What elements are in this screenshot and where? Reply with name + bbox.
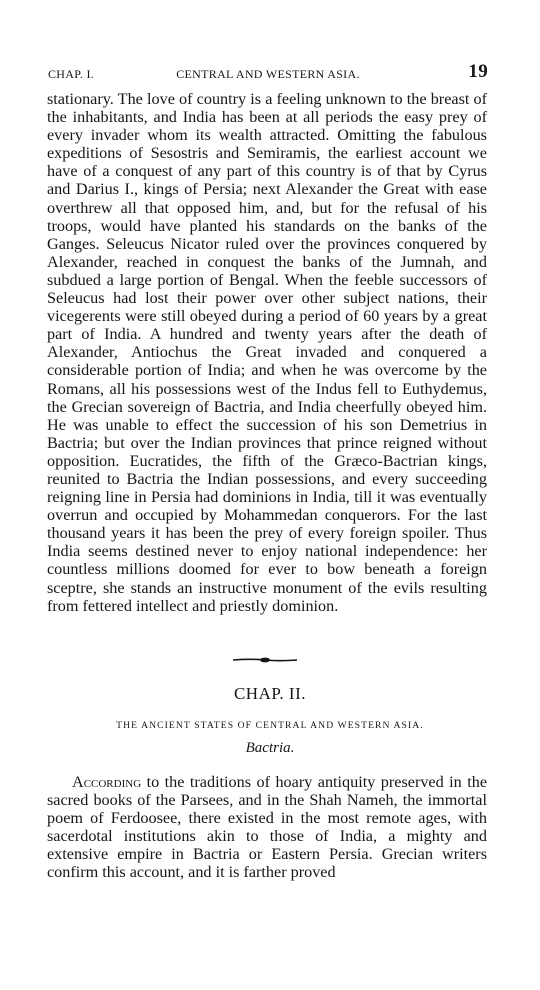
body-text-bactria xyxy=(47,773,487,882)
running-head-chapter: CHAP. I. xyxy=(48,67,95,81)
chapter-subtitle: THE ANCIENT STATES OF CENTRAL AND WESTERN ASIA. xyxy=(116,720,424,731)
lead-in-word: According xyxy=(72,773,142,791)
running-head-title: CENTRAL AND WESTERN ASIA. xyxy=(176,67,360,81)
chapter-heading: CHAP. II. xyxy=(233,684,307,703)
running-head xyxy=(48,61,488,84)
paragraph-bactria-text: to the traditions of hoary antiquity preserved in the sacred books of the Parsees, and in the Shah Nameh, the immortal poem of Ferdoosee, there existed in the most remote ages, with sacerdotal institutions akin to those of India, a mighty and extensive empire in Bactria or Eastern Persia. Grecian writers confirm this account, and it is farther proved xyxy=(47,773,487,882)
page-number: 19 xyxy=(468,61,488,82)
paragraph-bactria xyxy=(47,773,487,882)
section-divider xyxy=(231,656,299,664)
body-text xyxy=(47,90,487,615)
paragraph-india: stationary. The love of country is a feeling unknown to the breast of the inhabitants, and India has been at all periods the easy prey of every invader whom its wealth attracted. Omitting the fabulous expeditions of Sesostris and Semiramis, the earliest account we have of a conquest of any part of this country is of that by Cyrus and Darius I., kings of Persia; next Alexander the Great with ease overthrew all that opposed him, and, but for the refusal of his troops, would have planted his standards on the banks of the Ganges. Seleucus Nicator ruled over the provinces conquered by Alexander, reached in conquest the banks of the Jumnah, and subdued a large portion of Bengal. When the feeble successors of Seleucus had lost their power over other subject nations, their vicegerents were still obeyed during a period of 60 years by a great part of India. A hundred and twenty years after the death of Alexander, Antiochus the Great invaded and conquered a considerable portion of India; and when he was overcome by the Romans, all his possessions west of the Indus fell to Euthydemus, the Grecian sovereign of Bactria, and India cheerfully obeyed him. He was unable to effect the succession of his son Demetrius in Bactria; but over the Indian provinces that prince reigned without opposition. Eucratides, the fifth of the Græco-Bactrian kings, reunited to Bactria the Indian possessions, and every succeeding reigning line in Persia had dominions in India, till it was eventually overrun and occupied by Mohammedan conquerors. For the last thousand years it has been the prey of every foreign spoiler. Thus India seems destined never to enjoy national independence: her countless millions doomed for ever to bow beneath a foreign sceptre, she stands an instructive monument of the evils resulting from fettered intellect and priestly dominion. xyxy=(47,90,487,615)
section-title: Bactria. xyxy=(245,740,295,756)
